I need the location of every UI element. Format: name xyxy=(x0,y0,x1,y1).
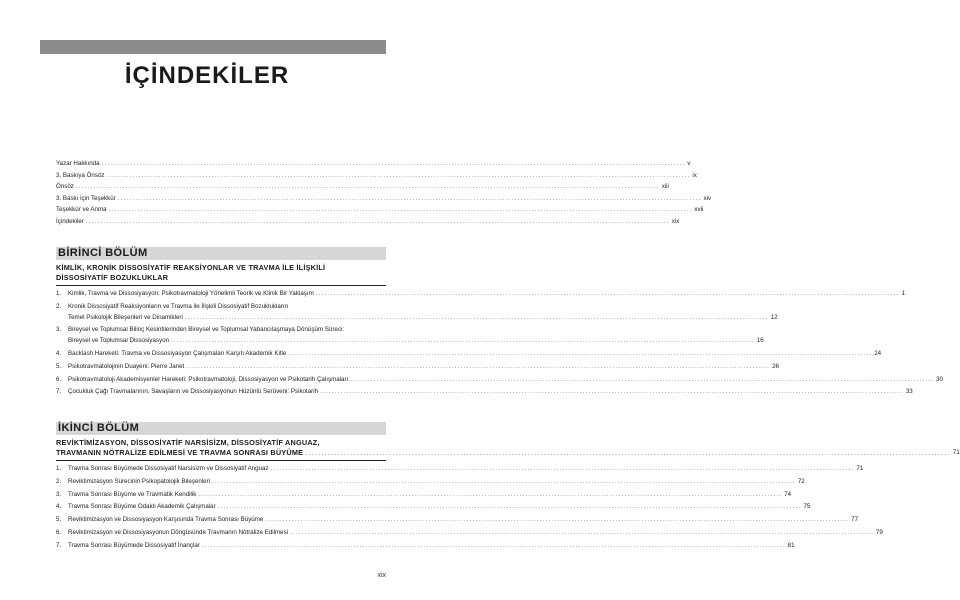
leader-dots xyxy=(218,502,802,513)
leader-dots xyxy=(271,464,855,475)
entry-number: 7. xyxy=(56,388,62,396)
entry-line xyxy=(68,490,791,501)
toc-label: Yazar Hakkında xyxy=(56,160,100,167)
entry-title: Reviktimizasyon Sürecinin Psikopatolojik Bileşenleri xyxy=(68,477,211,485)
toc-label: 3. Baskı için Teşekkür xyxy=(56,194,116,202)
entry-title: Bireysel ve Toplumsal Dissosiyasyon xyxy=(68,337,169,345)
toc-page-number: xix xyxy=(671,217,680,225)
toc-page-number: 81 xyxy=(787,541,795,549)
toc-entry[interactable] xyxy=(56,502,811,513)
toc-page-number: 16 xyxy=(756,337,764,345)
entry-line xyxy=(68,528,883,539)
toc-entry[interactable] xyxy=(56,515,859,526)
leader-dots xyxy=(86,216,670,228)
toc-page-number: ix xyxy=(692,171,697,179)
toc-label: Önsöz xyxy=(56,183,74,191)
leader-dots xyxy=(320,387,904,398)
leader-dots: ........................................................................................................................................................................................................ xyxy=(305,448,951,457)
entry-number: 4. xyxy=(56,503,62,511)
toc-row[interactable] xyxy=(56,204,704,216)
toc-page-number: 30 xyxy=(936,375,943,383)
toc-row[interactable] xyxy=(56,181,669,193)
toc-page-number: 71 xyxy=(856,465,864,472)
toc-row[interactable] xyxy=(56,216,680,228)
toc-entry[interactable] xyxy=(56,375,943,386)
leader-dots xyxy=(288,349,872,360)
entry-body xyxy=(68,387,913,398)
entry-body xyxy=(68,302,778,324)
entry-number: 2. xyxy=(56,302,62,310)
toc-entry[interactable] xyxy=(56,387,913,398)
entry-number: 4. xyxy=(56,349,62,357)
leader-dots xyxy=(198,490,782,501)
entry-body xyxy=(68,502,810,513)
divider xyxy=(56,285,386,286)
entry-body xyxy=(68,289,905,300)
entry-title: Travma Sonrası Büyüme ve Travmatik Kendilik xyxy=(68,490,197,498)
toc-page-number: 74 xyxy=(784,490,792,498)
toc-entry[interactable] xyxy=(56,464,864,475)
entry-title: Kimlik, Travma ve Dissosiyasyon: Psikotravmatoloji Yönelimli Teorik ve Klinik Bir Yaklaşım xyxy=(68,290,314,297)
leader-dots xyxy=(290,528,874,539)
entry-line xyxy=(68,336,764,347)
entry-line xyxy=(68,541,795,552)
toc-row[interactable] xyxy=(56,170,697,182)
toc-entry[interactable] xyxy=(56,541,795,552)
toc-entry[interactable] xyxy=(56,325,764,347)
entry-title: Reviktimizasyon ve Dissosiyasyonun Döngüsünde Travmanın Nötralize Edilmesi xyxy=(68,528,289,536)
toc-entry[interactable] xyxy=(56,477,805,488)
section-birinci xyxy=(56,247,943,398)
section-heading: BİRİNCİ BÖLÜM xyxy=(56,247,386,260)
front-matter-list xyxy=(56,158,712,228)
entry-body xyxy=(68,325,764,347)
entry-body xyxy=(68,362,779,373)
entry-line xyxy=(68,464,863,475)
toc-entry[interactable] xyxy=(56,528,883,539)
entry-number: 5. xyxy=(56,516,62,524)
toc-page-number: xiv xyxy=(703,194,712,202)
toc-label: İçindekiler xyxy=(56,217,84,225)
header-bar xyxy=(40,40,386,54)
toc-page-number: 75 xyxy=(803,503,811,511)
toc-entry[interactable] xyxy=(56,362,779,373)
entry-body xyxy=(68,375,943,386)
leader-dots xyxy=(109,204,693,216)
leader-dots xyxy=(316,289,900,300)
entry-title: Backlash Hareketi: Travma ve Dissosiyasyon Çalışmaları Karşıtı Akademik Kitle xyxy=(68,349,287,357)
entry-line xyxy=(68,375,943,386)
entry-number: 7. xyxy=(56,541,62,549)
entry-body xyxy=(68,515,858,526)
toc-page-number: 12 xyxy=(770,313,778,321)
entry-title: Çocukluk Çağı Travmalarının, Savaşların ve Dissosiyasyonun Hüzünlü Serüveni: Psikotarih xyxy=(68,388,319,396)
leader-dots xyxy=(118,193,702,205)
toc-row[interactable] xyxy=(56,193,712,205)
toc-page-number: v xyxy=(687,160,691,167)
leader-dots xyxy=(171,336,755,347)
entry-title: Travma Sonrası Büyümede Dissosiyatif Narsisizm ve Dissosiyatif Anguaz xyxy=(68,465,269,472)
toc-label: Teşekkür ve Anma xyxy=(56,206,107,214)
entry-body xyxy=(68,541,795,552)
entry-title: Bireysel ve Toplumsal Bilinç Kesintilerinden Bireysel ve Toplumsal Yabancılaşmaya Dönüşüm Süreci: xyxy=(68,326,345,334)
entry-body xyxy=(68,349,881,360)
entry-body xyxy=(68,464,863,475)
entry-title: Kronik Dissosiyatif Reaksiyonların ve Travma ile İlişkili Dissosiyatif Bozuklukların xyxy=(68,302,289,310)
entry-line xyxy=(68,387,913,398)
toc-page-number: 1 xyxy=(901,290,906,297)
toc-label: 3. Baskıya Önsöz xyxy=(56,171,105,179)
entry-number: 3. xyxy=(56,490,62,498)
entry-line xyxy=(68,477,805,488)
entry-title: Psikotravmatoloji Akademisyenler Hareketi: Psikotravmatoloji, Dissosiyasyon ve Psikotarih Çalışmaları xyxy=(68,375,349,383)
divider xyxy=(56,460,386,461)
leader-dots xyxy=(186,362,770,373)
section-subtitle xyxy=(56,448,960,458)
toc-page-number: 79 xyxy=(875,528,883,536)
section-subtitle-text: TRAVMANIN NÖTRALİZE EDİLMESİ VE TRAVMA SONRASI BÜYÜME xyxy=(56,448,304,457)
entry-title: Travma Sonrası Büyümede Dissosiyatif İnançlar xyxy=(68,541,200,549)
toc-page-number: xvii xyxy=(694,206,704,214)
entry-title: Travma Sonrası Büyüme Odaklı Akademik Çalışmalar xyxy=(68,503,216,511)
entry-line xyxy=(68,515,858,526)
entry-line xyxy=(68,349,881,360)
entry-line xyxy=(68,502,810,513)
leader-dots xyxy=(212,477,796,488)
toc-row[interactable] xyxy=(56,158,691,170)
leader-dots xyxy=(76,181,660,193)
section-subtitle: DİSSOSİYATİF BOZUKLUKLAR xyxy=(56,273,169,282)
toc-entry[interactable] xyxy=(56,289,906,300)
entry-number: 2. xyxy=(56,477,62,485)
entry-line xyxy=(68,362,779,373)
section-subtitle: KİMLİK, KRONİK DİSSOSİYATİF REAKSİYONLAR VE TRAVMA İLE İLİŞKİLİ xyxy=(56,263,326,272)
entry-title: Reviktimizasyon ve Dissosiyasyon Karşısında Travma Sonrası Büyüme xyxy=(68,516,264,524)
entry-body xyxy=(68,477,805,488)
entry-number: 1. xyxy=(56,290,62,297)
page-title: İÇİNDEKİLER xyxy=(124,62,290,89)
toc-entry[interactable] xyxy=(56,349,882,360)
section-ikinci xyxy=(56,422,960,552)
toc-page-number: 24 xyxy=(874,349,882,357)
entry-title: Temel Psikolojik Bileşenleri ve Dinamikleri xyxy=(68,313,183,321)
leader-dots xyxy=(185,313,769,324)
toc-page-number: 26 xyxy=(772,362,779,370)
section-heading: İKİNCİ BÖLÜM xyxy=(56,422,386,435)
entry-body xyxy=(68,490,791,501)
leader-dots xyxy=(107,170,691,182)
toc-entry[interactable] xyxy=(56,302,778,324)
entry-title: Psikotravmatolojinin Duayeni: Pierre Janet xyxy=(68,362,185,370)
toc-page-number: 72 xyxy=(797,477,805,485)
entry-line xyxy=(68,289,905,300)
toc-page-number: 71 xyxy=(952,449,960,456)
leader-dots xyxy=(102,158,686,170)
page-number: xix xyxy=(377,572,386,579)
toc-entry[interactable] xyxy=(56,490,792,501)
entry-number: 1. xyxy=(56,465,62,472)
toc-page-number: 77 xyxy=(851,516,859,524)
entry-number: 6. xyxy=(56,375,62,383)
entry-number: 3. xyxy=(56,326,62,334)
entry-line xyxy=(68,302,778,313)
entry-number: 6. xyxy=(56,528,62,536)
entry-line xyxy=(68,313,778,324)
leader-dots xyxy=(202,541,786,552)
leader-dots xyxy=(265,515,849,526)
entry-body xyxy=(68,528,883,539)
entry-number: 5. xyxy=(56,362,62,370)
toc-page-number: xiii xyxy=(661,183,669,191)
entry-line xyxy=(68,325,764,336)
leader-dots xyxy=(350,375,934,386)
section-subtitle: REVİKTİMİZASYON, DİSSOSİYATİF NARSİSİZM, DİSSOSİYATİF ANGUAZ, xyxy=(56,438,320,447)
toc-page-number: 33 xyxy=(905,388,913,396)
